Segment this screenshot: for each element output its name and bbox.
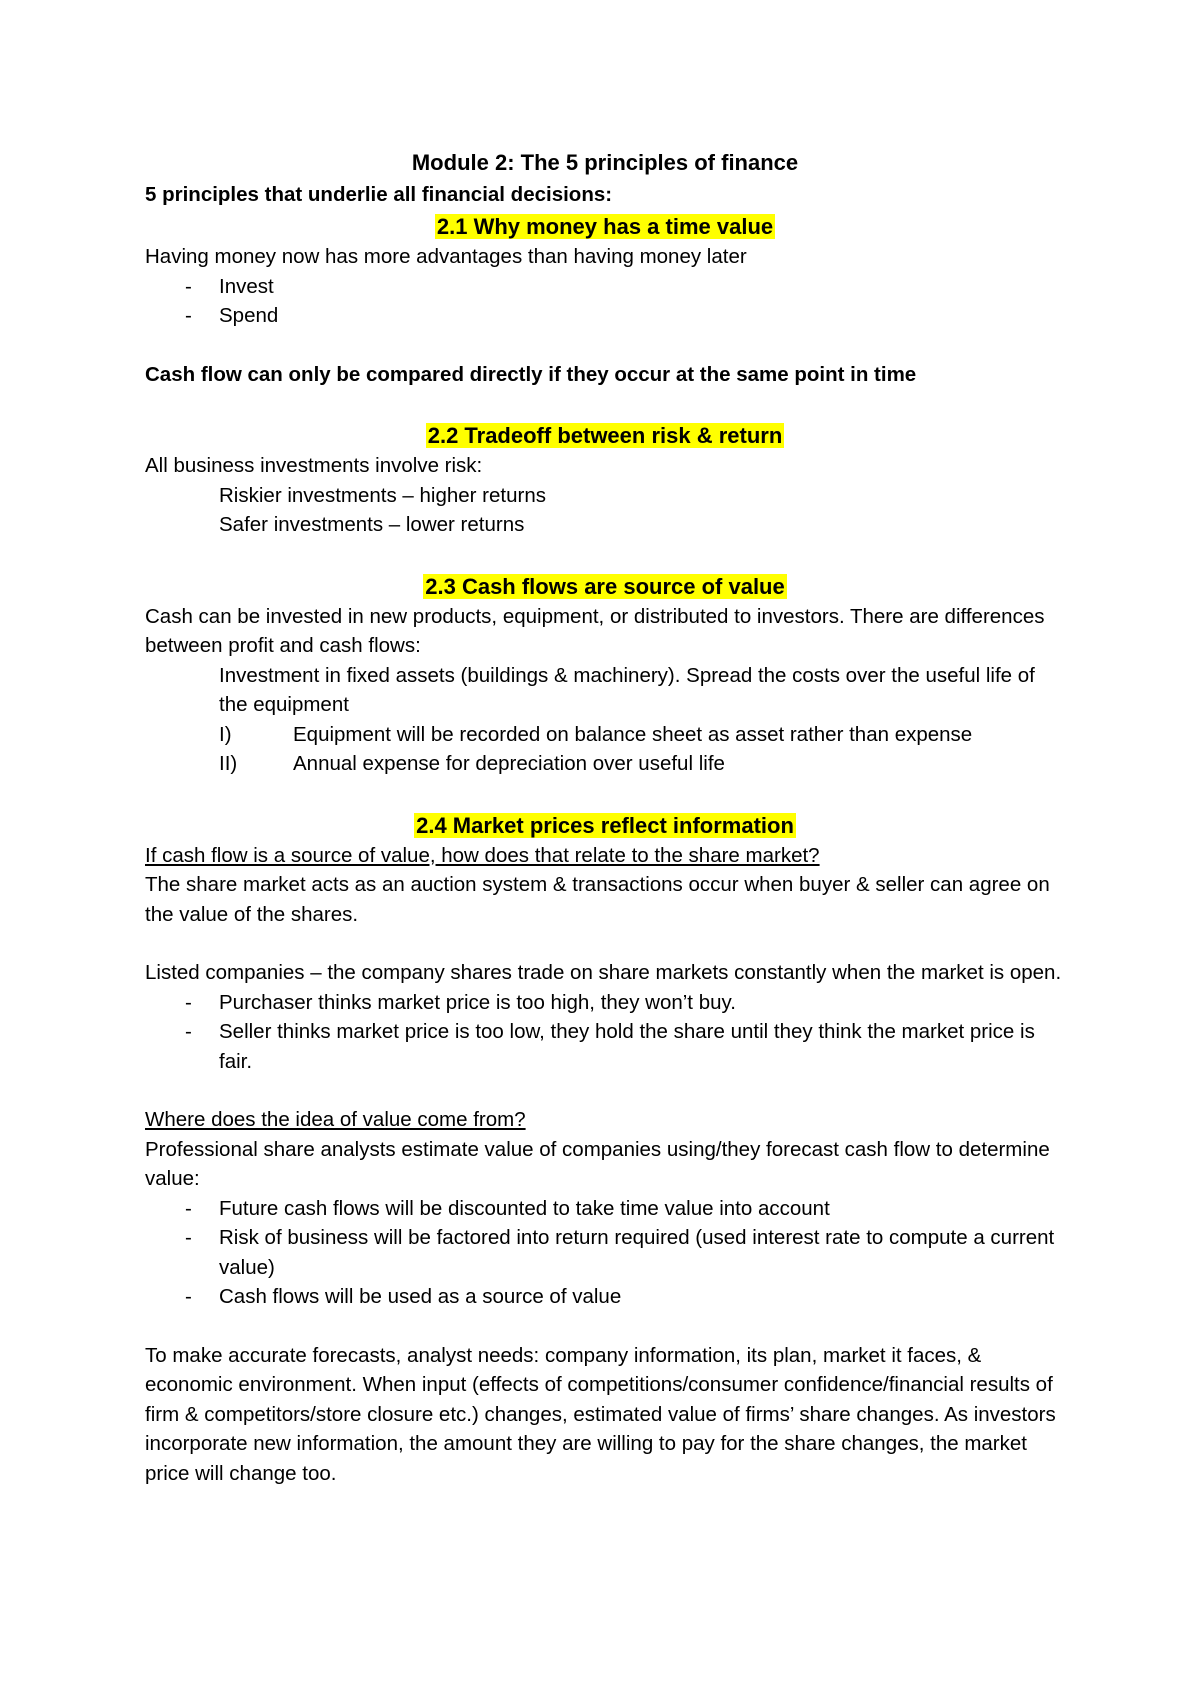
- paragraph: To make accurate forecasts, analyst needs: company information, its plan, market it faces, & economic environment. When input (effects of competitions/consumer confidence/financial results of firm & competitors/store closure etc.) changes, estimated value of firms’ share changes. As investors incorporate new information, the amount they are willing to pay for the share changes, the market price will change too.: [145, 1343, 1056, 1485]
- document-page: [145, 148, 1065, 1488]
- list-item: - Risk of business will be factored into return required (used interest rate to compute a current value): [185, 1223, 1065, 1282]
- section-heading-2-4-text: 2.4 Market prices reflect information: [416, 812, 794, 838]
- question-heading: Where does the idea of value come from?: [145, 1108, 526, 1131]
- paragraph: Professional share analysts estimate value of companies using/they forecast cash flow to determine value:: [145, 1137, 1050, 1190]
- list-item: - Seller thinks market price is too low, they hold the share until they think the market price is fair.: [185, 1017, 1065, 1076]
- bullet-list: [145, 272, 1065, 331]
- paragraph: Cash can be invested in new products, equipment, or distributed to investors. There are differences between profit and cash flows:: [145, 604, 1045, 657]
- indented-line: Riskier investments – higher returns: [219, 483, 546, 507]
- bullet-list: [145, 988, 1065, 1077]
- paragraph: Listed companies – the company shares trade on share markets constantly when the market is open.: [145, 961, 1062, 984]
- list-item: - Purchaser thinks market price is too high, they won’t buy.: [185, 988, 1065, 1018]
- indented-line: Safer investments – lower returns: [219, 513, 525, 536]
- paragraph: Cash flow can only be compared directly if they occur at the same point in time: [145, 362, 917, 386]
- list-item: - Cash flows will be used as a source of value: [185, 1282, 1065, 1312]
- list-item: - Spend: [185, 301, 1065, 331]
- indented-paragraph: Investment in fixed assets (buildings & machinery). Spread the costs over the useful life of the equipment: [219, 663, 1035, 716]
- section-heading-2-4: [145, 810, 1065, 841]
- page-title: Module 2: The 5 principles of finance: [411, 150, 799, 175]
- list-item: [219, 720, 1065, 750]
- section-heading-2-1: [145, 211, 1065, 242]
- list-item-text: Annual expense for depreciation over useful life: [293, 752, 725, 775]
- section-heading-2-3-text: 2.3 Cash flows are source of value: [425, 573, 785, 599]
- list-number: I): [219, 722, 232, 746]
- section-heading-2-1-text: 2.1 Why money has a time value: [436, 214, 774, 239]
- paragraph: The share market acts as an auction system & transactions occur when buyer & seller can agree on the value of the shares.: [145, 873, 1050, 926]
- list-number: II): [219, 752, 238, 775]
- section-heading-2-3: [145, 571, 1065, 602]
- roman-list: [145, 720, 1065, 779]
- list-item: - Future cash flows will be discounted to take time value into account: [185, 1194, 1065, 1224]
- paragraph: Having money now has more advantages than having money later: [145, 245, 747, 268]
- section-heading-2-2-text: 2.2 Tradeoff between risk & return: [427, 423, 783, 448]
- list-item-text: Equipment will be recorded on balance sheet as asset rather than expense: [293, 722, 973, 746]
- subtitle: 5 principles that underlie all financial decisions:: [145, 182, 613, 206]
- list-item: [219, 749, 1065, 779]
- question-heading: If cash flow is a source of value, how does that relate to the share market?: [145, 843, 820, 867]
- list-item: - Invest: [185, 272, 1065, 302]
- section-heading-2-2: [145, 420, 1065, 451]
- paragraph: All business investments involve risk:: [145, 454, 483, 477]
- bullet-list: [145, 1194, 1065, 1312]
